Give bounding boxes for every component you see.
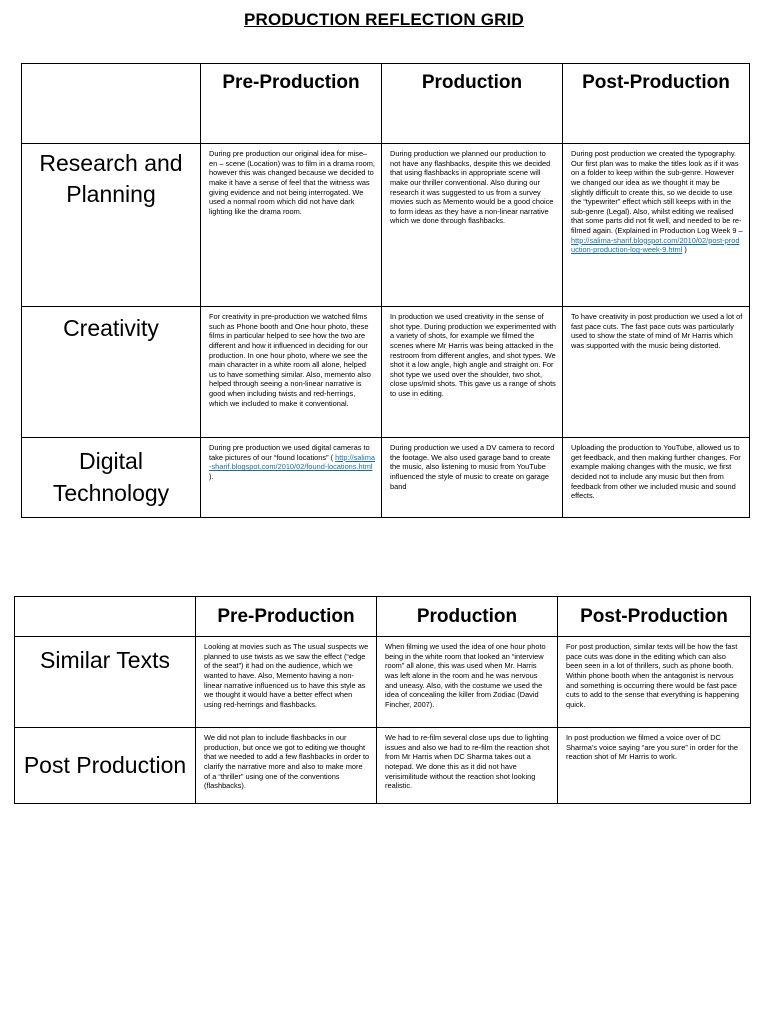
closing-paren: ). [209, 471, 214, 481]
header-pre-production: Pre-Production [196, 597, 377, 637]
cell-research-post [563, 144, 750, 307]
cell-digital-post: Uploading the production to YouTube, allowed us to get feedback, and then making further changes. For example making changes with the music, we first decided not to include any music but then from feedback from other we included music and sound effects. [563, 438, 750, 518]
cell-research-prod: During production we planned our production to not have any flashbacks, despite this we decided that using flashbacks in appropriate scene will make our thriller conventional. Also during our research it was suggested to us from a survey movies such as Memento would be a good choice to form ideas as they have a non-linear narrative which we done through flashbacks. [382, 144, 563, 307]
page-title: PRODUCTION REFLECTION GRID [243, 10, 525, 29]
production-log-link[interactable]: http://salima-sharif.blogspot.com/2010/02/post-production-production-log-week-9.html [571, 235, 740, 255]
reflection-grid-2 [14, 596, 751, 804]
table-row [22, 307, 750, 438]
cell-similar-prod: When filming we used the idea of one hour photo being in the white room that looked an “interview room” all alone, this was used when Mr. Harris was left alone in the room and he was nervous and uneasy. Also, with the costume we used the idea of concealing the killer from Zodiac (David Fincher, 2007). [377, 637, 558, 728]
found-locations-link[interactable]: http://salima-sharif.blogspot.com/2010/02/found-locations.html [209, 452, 375, 472]
header-production: Production [382, 64, 563, 144]
closing-paren: ) [684, 245, 687, 255]
row-label-similar-texts: Similar Texts [15, 637, 196, 728]
cell-creativity-post: To have creativity in post production we used a lot of fast pace cuts. The fast pace cuts was particularly used to show the state of mind of Mr Harris which was supported with the music being distorted. [563, 307, 750, 438]
table-row [15, 728, 751, 804]
empty-corner-cell [15, 597, 196, 637]
cell-creativity-pre: For creativity in pre-production we watched films such as Phone booth and One hour photo, these films in particular helped to see how the two are different and how it influenced in deciding for our production. In one hour photo, where we see the main character in a white room all alone, helped us to have something similar. Also, memento also helped through seeing a non-linear narrative is good when including twists and red-herrings, which we included to make it conventional. [201, 307, 382, 438]
row-label-digital-technology: Digital Technology [22, 438, 201, 518]
header-post-production: Post-Production [558, 597, 751, 637]
cell-digital-pre-text: During pre production we used digital cameras to take pictures of our “found locations” ( [209, 443, 370, 462]
row-label-post-production: Post Production [15, 728, 196, 804]
cell-post-prod: We had to re-film several close ups due to lighting issues and also we had to re-film the reaction shot from Mr Harris when DC Sharma takes out a notepad. We done this as it did not have verisimilitude without the reaction shot looking realistic. [377, 728, 558, 804]
cell-research-pre: During pre production our original idea for mise–en – scene (Location) was to film in a drama room, however this was changed because we decided to make it have a sense of feel that the witness was giving evidence and not being interrogated. We used a normal room which did not have dark lighting like the drama room. [201, 144, 382, 307]
cell-post-pre: We did not plan to include flashbacks in our production, but once we got to editing we thought that we needed to add a few flashbacks in order to clarify the narrative more and also to make more of a “thriller” using one of the conventions (flashbacks). [196, 728, 377, 804]
table-row [22, 438, 750, 518]
cell-digital-prod: During production we used a DV camera to record the footage. We also used garage band to create the music, also listening to music from YouTube influenced the style of music to create on garage band [382, 438, 563, 518]
table-row [15, 637, 751, 728]
header-pre-production: Pre-Production [201, 64, 382, 144]
cell-similar-post: For post production, similar texts will be how the fast pace cuts was done in the editing which can also been seen in a lot of thrillers, such as phone booth. Within phone booth when the antagonist is nervous and something is occurring there would be fast pace cuts to add to the sense that everything is happening quick. [558, 637, 751, 728]
cell-post-post: In post production we filmed a voice over of DC Sharma’s voice saying “are you sure” in order for the reaction shot of Mr Harris to work. [558, 728, 751, 804]
row-label-research-planning: Research and Planning [22, 144, 201, 307]
cell-research-post-text: During post production we created the typography. Our first plan was to make the titles look as if it was on a folder to keep within the sub-genre. However we changed our idea as we thought it may be slightly difficult to create this, so we decide to use the “typewriter” effect which still keeps with in the sub-genre (Legal). Also, whilst editing we realised that some parts did not fit well, and needed to be re-filmed again. (Explained in Production Log Week 9 – [571, 149, 743, 235]
empty-corner-cell [22, 64, 201, 144]
header-post-production: Post-Production [563, 64, 750, 144]
table-row [22, 144, 750, 307]
cell-creativity-prod: In production we used creativity in the sense of shot type. During production we experimented with a variety of shots, for example we filmed the scenes where Mr Harris was being attacked in the restroom from different angles, and shot types. We shot it a low angle, high angle and straight on. For shot type we used over the shoulder, two shot, close ups/mid shots. This gave us a range of shots to use in editing. [382, 307, 563, 438]
row-label-creativity: Creativity [22, 307, 201, 438]
cell-similar-pre: Looking at movies such as The usual suspects we planned to use twists as we saw the effect (“edge of the seat”) it had on the audience, which we wanted to have. Also, Memento having a non-linear narrative influenced us to have this style as we thought it would have a better effect when using red-herrings and flashbacks. [196, 637, 377, 728]
cell-digital-pre [201, 438, 382, 518]
reflection-grid-1 [21, 63, 750, 518]
header-production: Production [377, 597, 558, 637]
